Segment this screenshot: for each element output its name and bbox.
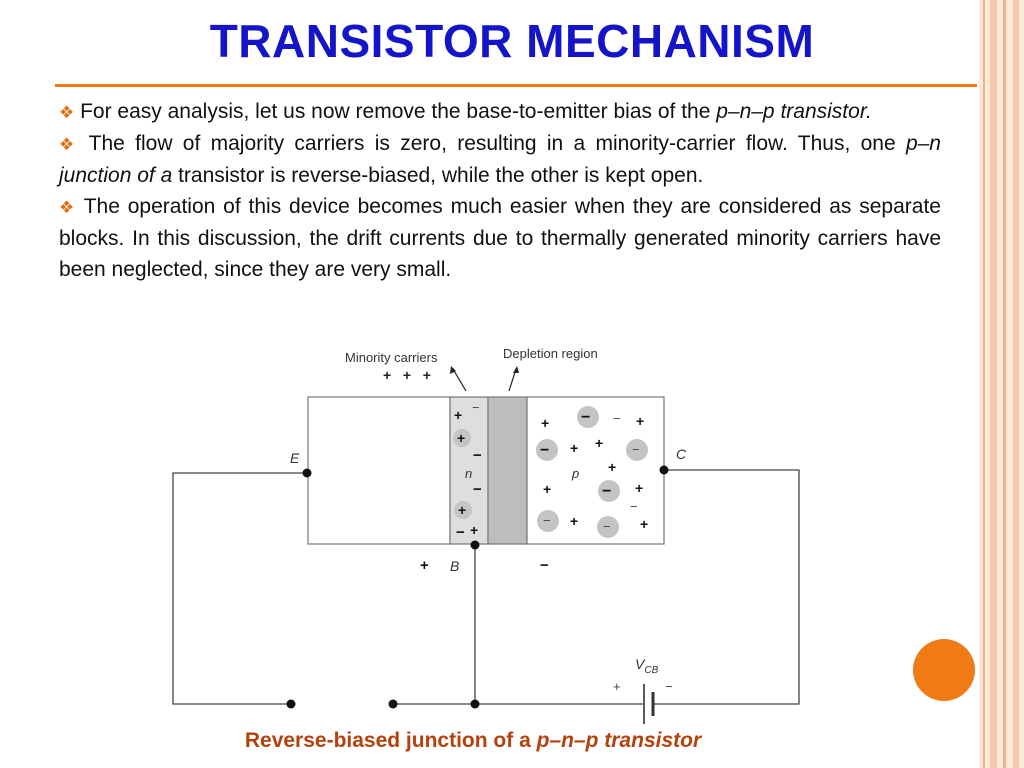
base-label: B [450,558,460,574]
bullet-2-text-a: The flow of majority carriers is zero, resulting in a minority-carrier flow. Thus, one [88,132,906,155]
carrier-minus: − [603,519,611,534]
bullet-1-text: For easy analysis, let us now remove the base-to-emitter bias of the [80,100,717,123]
bullet-2-italic: p–n junction of a [59,132,941,187]
depletion-arrowhead [513,366,519,373]
emitter-wire [173,473,307,704]
carrier-plus: + [541,415,550,431]
caption-italic: p–n–p transistor [536,729,702,752]
carrier-minus: − [472,400,480,415]
collector-wire [653,470,799,704]
emitter-block [308,397,450,544]
collector-terminal [660,466,669,475]
carrier-plus: + [570,440,579,456]
carrier-minus: − [473,481,482,498]
bullet-1-italic: p–n–p transistor. [716,100,872,123]
carrier-plus: + [470,522,479,538]
base-terminal [471,541,480,550]
carrier-plus: + [595,435,604,451]
figure-caption [0,729,946,753]
battery-minus-sign: − [665,679,673,694]
vcb-subscript: CB [644,665,659,676]
carrier-plus: + [543,481,552,497]
carrier-minus: − [630,499,638,514]
p-region-label: p [572,466,580,481]
collector-label: C [676,446,687,462]
carrier-plus: + [636,413,645,429]
carrier-minus: − [540,442,550,459]
carrier-minus: − [613,411,621,426]
depletion-region-label: Depletion region [503,346,598,361]
depletion-region [488,397,527,544]
carrier-plus: + [635,480,644,496]
vcb-main: V [635,656,645,672]
carrier-plus: + [640,516,649,532]
carrier-minus: − [581,409,591,426]
minority-plus-row: + + + [383,367,431,383]
caption-text: Reverse-biased junction of a [244,729,537,752]
battery-plus-sign: + [613,679,621,694]
diamond-bullet-icon: ❖ [59,135,79,154]
decorative-orange-circle [913,639,975,701]
diamond-bullet-icon: ❖ [59,198,77,217]
carrier-plus: + [454,407,463,423]
emitter-label: E [290,450,300,466]
base-junction-node [471,700,480,709]
diamond-bullet-icon: ❖ [59,103,75,122]
carrier-plus: + [458,502,467,518]
vcb-label [635,656,659,676]
carrier-minus: − [473,447,482,464]
carrier-plus: + [608,459,617,475]
base-open-terminal [389,700,398,709]
n-region-label: n [465,466,473,481]
carrier-minus: − [543,513,551,528]
carrier-plus: + [457,430,466,446]
minority-carriers-label: Minority carriers [345,350,438,365]
carrier-minus: − [602,483,612,500]
base-minus-sign: − [540,557,549,574]
slide-title: TRANSISTOR MECHANISM [209,15,815,67]
minority-arrow [453,369,466,391]
bullet-2-text-b: transistor is reverse-biased, while the other is kept open. [172,164,704,187]
carrier-minus: − [456,524,465,541]
emitter-terminal [303,469,312,478]
base-plus-sign: + [420,557,429,574]
emitter-open-terminal [287,700,296,709]
carrier-plus: + [570,513,579,529]
carrier-minus: − [632,442,640,457]
bullet-3-text: The operation of this device becomes much easier when they are considered as separate blocks. In this discussion, the drift currents due to thermally generated minority carriers have been neglected, since they are very small. [59,195,941,281]
